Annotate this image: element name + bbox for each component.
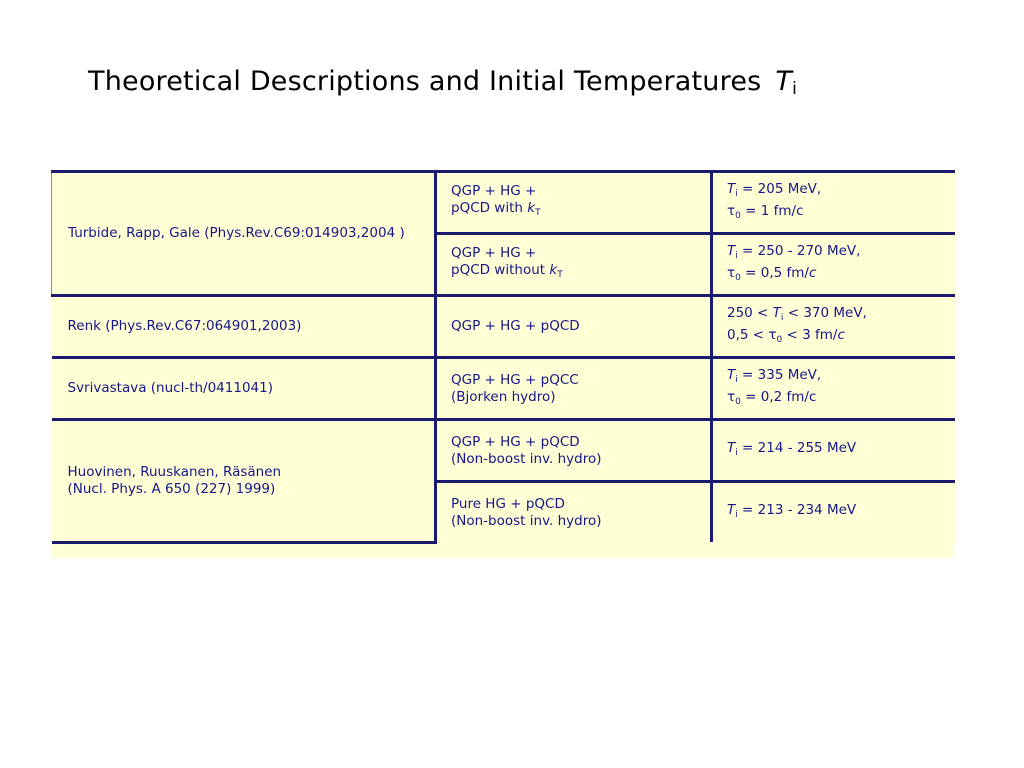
- temperature-cell: [712, 172, 955, 234]
- subscript-text: i: [735, 447, 738, 458]
- cell-text: τ: [727, 264, 736, 281]
- author-text: Turbide, Rapp, Gale (Phys.Rev.C69:014903,2004 ): [68, 225, 405, 241]
- cell-line: [451, 372, 696, 389]
- cell-text: T: [727, 366, 736, 383]
- cell-text: QGP + HG + pQCD: [451, 318, 580, 334]
- cell-line: [451, 513, 696, 530]
- cell-text: 250 <: [727, 304, 773, 321]
- subscript-text: i: [735, 509, 738, 520]
- cell-text: Pure HG + pQCD: [451, 495, 565, 512]
- subscript-text: i: [735, 188, 738, 199]
- temperature-table-container: [51, 170, 954, 558]
- cell-line: [451, 389, 696, 406]
- cell-text: = 213 - 234 MeV: [737, 501, 857, 518]
- cell-line: [727, 327, 941, 349]
- cell-text: k: [549, 262, 558, 278]
- cell-text: c: [808, 264, 817, 281]
- cell-line: [727, 389, 941, 411]
- cell-text: < 370 MeV,: [783, 304, 867, 321]
- cell-text: pQCD with: [451, 200, 528, 216]
- cell-text: (Non-boost inv. hydro): [451, 512, 602, 529]
- cell-text: T: [727, 180, 736, 197]
- cell-text: T: [727, 439, 736, 456]
- cell-text: (Bjorken hydro): [451, 388, 556, 405]
- temperature-cell: [712, 296, 955, 358]
- temperature-cell: [712, 482, 955, 543]
- subscript-text: T: [535, 208, 541, 218]
- table-row: [52, 420, 955, 482]
- cell-text: T: [727, 242, 736, 259]
- cell-line: [727, 181, 941, 203]
- subscript-text: 0: [735, 272, 741, 283]
- cell-line: [451, 434, 696, 451]
- cell-line: [451, 183, 696, 200]
- cell-text: T: [772, 304, 781, 321]
- cell-line: [727, 502, 941, 524]
- title-symbol: $T_i$: [775, 66, 798, 99]
- temperature-cell: [712, 234, 955, 296]
- author-text: Svrivastava (nucl-th/0411041): [67, 380, 273, 396]
- cell-line: [727, 305, 941, 327]
- subscript-text: T: [557, 270, 563, 280]
- table-body: [52, 172, 955, 543]
- cell-text: (Non-boost inv. hydro): [451, 450, 602, 467]
- model-cell: [436, 296, 712, 358]
- author-text: Huovinen, Ruuskanen, Räsänen: [67, 463, 282, 480]
- subscript-text: i: [735, 374, 738, 385]
- cell-text: = 250 - 270 MeV,: [737, 242, 861, 259]
- temperature-cell: [712, 420, 955, 482]
- cell-line: [727, 367, 941, 389]
- cell-line: [727, 243, 941, 265]
- cell-text: QGP + HG +: [451, 245, 537, 261]
- title-text: Theoretical Descriptions and Initial Temperatures: [88, 66, 762, 97]
- model-cell: [436, 234, 712, 296]
- author-cell: [52, 296, 436, 358]
- cell-text: < 3 fm/: [782, 326, 838, 343]
- temperature-cell: [712, 358, 955, 420]
- model-cell: [436, 482, 712, 543]
- title-subscript: i: [792, 79, 798, 99]
- cell-text: = 205 MeV,: [737, 180, 822, 197]
- cell-text: pQCD without: [451, 262, 550, 278]
- subscript-text: i: [780, 312, 784, 323]
- author-cell: [52, 172, 436, 296]
- cell-text: = 1 fm/c: [740, 202, 804, 219]
- cell-line: [727, 440, 941, 462]
- cell-text: τ: [727, 388, 736, 405]
- author-cell: [52, 420, 436, 543]
- cell-text: QGP + HG + pQCC: [451, 371, 579, 388]
- cell-line: [451, 318, 696, 335]
- slide-title: [88, 66, 797, 99]
- cell-text: T: [727, 501, 736, 518]
- author-text: Renk (Phys.Rev.C67:064901,2003): [67, 318, 302, 334]
- subscript-text: 0: [735, 396, 741, 407]
- cell-text: τ: [727, 202, 736, 219]
- model-cell: [436, 358, 712, 420]
- subscript-text: 0: [776, 334, 783, 345]
- cell-text: k: [527, 200, 536, 216]
- cell-text: = 0,5 fm/: [740, 264, 809, 281]
- cell-line: [727, 265, 941, 287]
- table-row: [52, 172, 955, 234]
- author-cell: [52, 358, 436, 420]
- author-text: (Nucl. Phys. A 650 (227) 1999): [67, 480, 276, 497]
- subscript-text: 0: [735, 210, 741, 221]
- table-row: [52, 358, 955, 420]
- cell-text: = 0,2 fm/c: [740, 388, 817, 405]
- cell-text: QGP + HG +: [451, 183, 537, 199]
- cell-line: [451, 496, 696, 513]
- temperature-table: [51, 170, 955, 544]
- cell-text: c: [837, 326, 845, 343]
- model-cell: [436, 420, 712, 482]
- cell-text: 0,5 < τ: [727, 326, 777, 343]
- cell-line: [727, 203, 941, 225]
- cell-line: [451, 245, 696, 262]
- cell-text: QGP + HG + pQCD: [451, 433, 580, 450]
- cell-text: = 214 - 255 MeV: [737, 439, 857, 456]
- model-cell: [436, 172, 712, 234]
- cell-line: [451, 451, 696, 468]
- table-row: [52, 296, 955, 358]
- cell-line: [451, 200, 696, 222]
- subscript-text: i: [735, 250, 738, 261]
- cell-line: [451, 262, 696, 284]
- cell-text: = 335 MeV,: [737, 366, 822, 383]
